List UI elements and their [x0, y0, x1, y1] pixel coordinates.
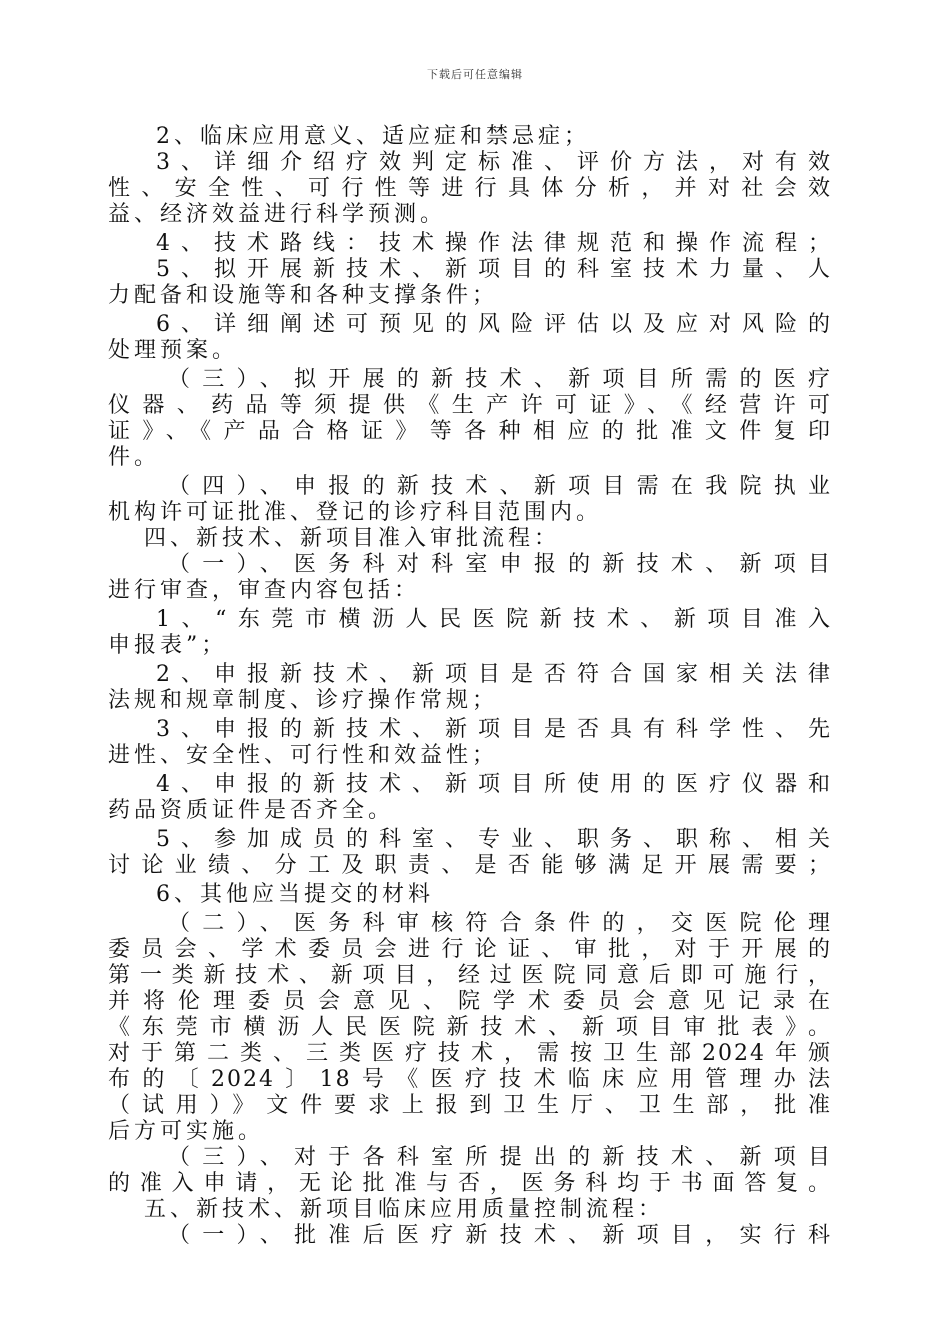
text-line: （三）、对于各科室所提出的新技术、新项目: [168, 1145, 832, 1170]
text-line: 件。: [108, 445, 161, 470]
text-line: 6、其他应当提交的材料: [156, 882, 434, 907]
text-line: （四）、申报的新技术、新项目需在我院执业: [168, 474, 832, 499]
text-line: 机构许可证批准、登记的诊疗科目范围内。: [108, 500, 603, 525]
text-line: （三）、拟开展的新技术、新项目所需的医疗: [168, 367, 832, 392]
text-line: 进性、安全性、可行性和效益性；: [108, 743, 499, 768]
text-line: 对于第二类、三类医疗技术，需按卫生部2024年颁: [108, 1041, 832, 1066]
text-line: 并将伦理委员会意见、院学术委员会意见记录在: [108, 989, 832, 1014]
text-line: 进行审查，审查内容包括：: [108, 578, 421, 603]
document-body: [108, 124, 832, 1249]
text-line: 法规和规章制度、诊疗操作常规；: [108, 688, 499, 713]
text-line: 证》、《产品合格证》等各种相应的批准文件复印: [108, 419, 832, 444]
page-header-note: 下载后可任意编辑: [427, 68, 523, 81]
text-line: 3、申报的新技术、新项目是否具有科学性、先: [156, 717, 832, 742]
text-line: （一）、批准后医疗新技术、新项目，实行科: [168, 1223, 832, 1248]
text-line: 益、经济效益进行科学预测。: [108, 202, 447, 227]
text-line: 性、安全性、可行性等进行具体分析，并对社会效: [108, 176, 832, 201]
text-line: 申报表”；: [108, 633, 228, 658]
text-line: （试用）》文件要求上报到卫生厅、卫生部，批准: [108, 1093, 832, 1118]
text-line: 的准入申请，无论批准与否，医务科均于书面答复。: [108, 1171, 832, 1196]
text-line: 5、参加成员的科室、专业、职务、职称、相关: [156, 827, 832, 852]
text-line: 委员会、学术委员会进行论证、审批，对于开展的: [108, 937, 832, 962]
text-line: （二）、医务科审核符合条件的，交医院伦理: [168, 911, 832, 936]
text-line: 第一类新技术、新项目，经过医院同意后即可施行，: [108, 963, 832, 988]
text-line: 布的〔2024〕18号《医疗技术临床应用管理办法: [108, 1067, 832, 1092]
text-line: 力配备和设施等和各种支撑条件；: [108, 283, 499, 308]
text-line: 《东莞市横沥人民医院新技术、新项目审批表》。: [108, 1015, 832, 1040]
text-line: 1、“东莞市横沥人民医院新技术、新项目准入: [156, 607, 832, 632]
text-line: 2、申报新技术、新项目是否符合国家相关法律: [156, 662, 832, 687]
text-line: 2、临床应用意义、适应症和禁忌症；: [156, 124, 590, 149]
text-line: 5、拟开展新技术、新项目的科室技术力量、人: [156, 257, 832, 282]
text-line: 3、详细介绍疗效判定标准、评价方法，对有效: [156, 150, 832, 175]
text-line: 药品资质证件是否齐全。: [108, 798, 395, 823]
text-line: 后方可实施。: [108, 1119, 265, 1144]
text-line: 处理预案。: [108, 338, 239, 363]
text-line: 讨论业绩、分工及职责、是否能够满足开展需要；: [108, 853, 832, 878]
text-line: 4、申报的新技术、新项目所使用的医疗仪器和: [156, 772, 832, 797]
section-heading: 四、新技术、新项目准入审批流程：: [144, 526, 561, 551]
text-line: 6、详细阐述可预见的风险评估以及应对风险的: [156, 312, 832, 337]
text-line: 仪器、药品等须提供《生产许可证》、《经营许可: [108, 393, 832, 418]
text-line: 4、技术路线：技术操作法律规范和操作流程；: [156, 231, 832, 256]
section-heading: 五、新技术、新项目临床应用质量控制流程：: [144, 1197, 665, 1222]
text-line: （一）、医务科对科室申报的新技术、新项目: [168, 552, 832, 577]
